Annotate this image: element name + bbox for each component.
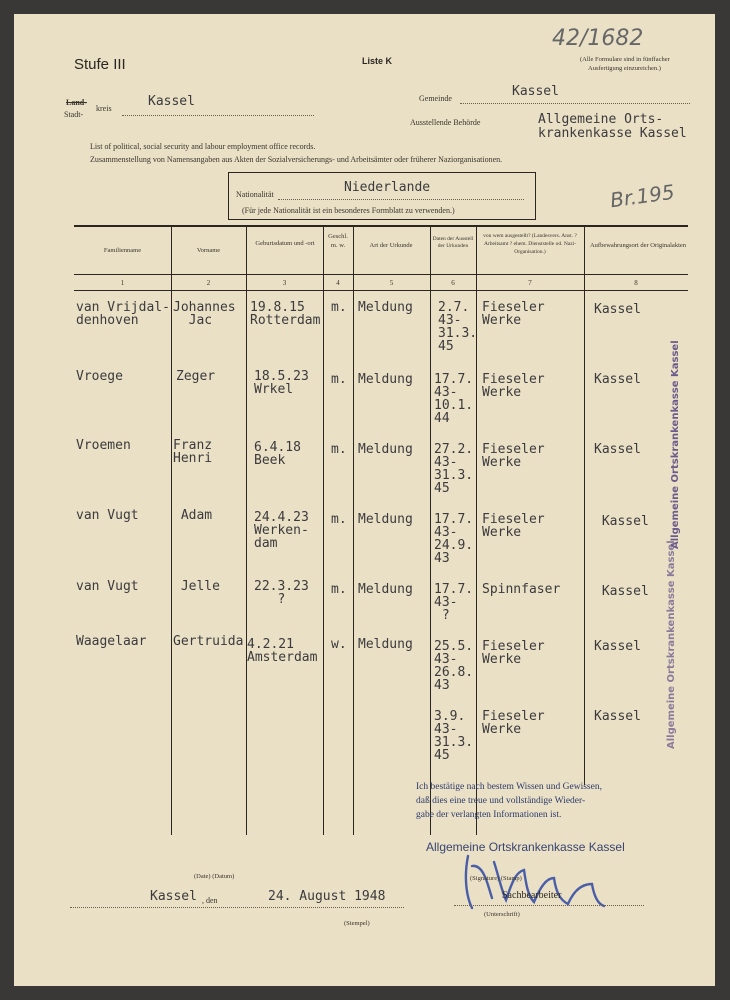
row-2-aussteller: Fieseler Werke [482, 372, 545, 400]
row-6-art: Meldung [358, 637, 413, 652]
row-5-ort: Kassel [594, 584, 649, 599]
col-number-3: 3 [282, 279, 287, 287]
kreis-line [122, 114, 314, 116]
row-4-ort: Kassel [594, 514, 649, 529]
row-1-geburt: 19.8.15 Rotterdam [250, 300, 321, 328]
col-header-aufbewahrung: Aufbewahrungsort der Originalakten [589, 242, 687, 249]
behoerde-value-2: krankenkasse Kassel [538, 126, 687, 141]
stufe-label: Stufe III [74, 56, 126, 73]
sachbearbeiter-label: Sachbearbeiter [502, 890, 562, 901]
col-number-6: 6 [451, 279, 455, 287]
row-3-daten: 27.2. 43- 31.3. 45 [434, 442, 474, 496]
col-header-familienname: Familienname [103, 247, 142, 254]
nationality-note: (Für jede Nationalität ist ein besonderes Formblatt zu verwenden.) [242, 206, 455, 215]
gemeinde-label: Gemeinde [419, 94, 452, 103]
col-number-4: 4 [336, 279, 340, 287]
row-6-geburt: 4.2.21 Amsterdam [247, 637, 318, 665]
row-3-geschl: m. [331, 442, 347, 457]
row-5-art: Meldung [358, 582, 413, 597]
col-header-art: Art der Urkunde [369, 242, 413, 249]
col-header-aussteller: von wem ausgestellt? (Landesvers. Anst. ? Arbeitsamt ? ehem. Dienststelle od. Nazi-Organisation.) [483, 233, 577, 255]
row-3-geburt: 6.4.18 Beek [254, 440, 301, 468]
gemeinde-value: Kassel [512, 84, 559, 99]
row-6-daten: 25.5. 43- 26.8. 43 [434, 639, 474, 693]
certification-line-3: gabe der verlangten Informationen ist. [416, 810, 562, 820]
row-3-art: Meldung [358, 442, 413, 457]
row-1-familienname: van Vrijdal- denhoven [76, 300, 170, 328]
top-right-note-1: (Alle Formulare sind in fünffacher [580, 56, 670, 63]
signature-scribble [454, 826, 614, 916]
row-4-art: Meldung [358, 512, 413, 527]
row-3-aussteller: Fieseler Werke [482, 442, 545, 470]
behoerde-label: Ausstellende Behörde [410, 118, 481, 127]
signature-line [454, 904, 644, 906]
archive-number: 42/1682 [552, 26, 644, 51]
row-6-familienname: Waagelaar [76, 634, 147, 649]
intro-de: Zusammenstellung von Namensangaben aus Akten der Sozialversicherungs- und Arbeitsämter oder früherer Naziorganisationen. [90, 155, 503, 164]
row-7-ort: Kassel [594, 709, 641, 724]
row-2-vorname: Zeger [176, 369, 216, 384]
row-6-vorname: Gertruida [173, 634, 244, 649]
row-4-familienname: van Vugt [76, 508, 139, 523]
row-1-geschl: m. [331, 300, 347, 315]
row-5-geschl: m. [331, 582, 347, 597]
land-label: Land- [66, 98, 87, 107]
kreis-label: kreis [96, 104, 112, 113]
side-stamp-1: Allgemeine Ortskrankenkasse Kassel [670, 340, 681, 549]
date-caption: (Date) (Datum) [194, 873, 235, 880]
nationality-value: Niederlande [344, 180, 431, 195]
place-value: Kassel [150, 889, 197, 904]
stadt-label: Stadt- [64, 110, 84, 119]
col-header-geburt: Geburtsdatum und -ort [255, 240, 315, 247]
row-2-daten: 17.7. 43- 10.1. 44 [434, 372, 474, 426]
row-1-vorname: Johannes Jac [173, 300, 236, 328]
row-4-vorname: Adam [173, 508, 213, 523]
col-number-1: 1 [120, 279, 125, 287]
signature-caption: (Signature) (Stamp) [470, 875, 522, 882]
table-number-bottom-line [74, 290, 688, 291]
row-3-ort: Kassel [594, 442, 641, 457]
intro-en: List of political, social security and labour employment office records. [90, 142, 316, 151]
unterschrift-caption: (Unterschrift) [484, 911, 520, 918]
row-6-geschl: w. [331, 637, 347, 652]
side-stamp-2: Allgemeine Ortskrankenkasse Kassel [666, 540, 677, 749]
form-page [14, 14, 715, 986]
table-header-bottom-line [74, 274, 688, 275]
date-line [70, 906, 404, 908]
nationality-label: Nationalität [236, 190, 274, 199]
office-stamp: Allgemeine Ortskrankenkasse Kassel [426, 840, 625, 854]
top-right-note-2: Ausfertigung einzureichen.) [588, 65, 661, 72]
row-3-vorname: Franz Henri [173, 438, 213, 466]
row-1-aussteller: Fieseler Werke [482, 300, 545, 328]
row-2-geburt: 18.5.23 Wrkel [254, 369, 309, 397]
behoerde-value-1: Allgemeine Orts- [538, 112, 664, 127]
row-5-familienname: van Vugt [76, 579, 139, 594]
row-2-art: Meldung [358, 372, 413, 387]
row-1-daten: 2.7. 43- 31.3. 45 [438, 300, 478, 354]
col-header-geschl: Geschl. m. w. [328, 233, 348, 249]
row-5-vorname: Jelle [173, 579, 220, 594]
row-5-geburt: 22.3.23 ? [254, 579, 309, 607]
row-4-aussteller: Fieseler Werke [482, 512, 545, 540]
col-number-5: 5 [389, 279, 394, 287]
row-2-familienname: Vroege [76, 369, 123, 384]
table-top-line [74, 225, 688, 227]
liste-label: Liste K [362, 56, 393, 66]
row-1-ort: Kassel [594, 302, 641, 317]
col-header-daten: Daten der Ausstell der Urkunden [432, 236, 474, 249]
row-7-aussteller: Fieseler Werke [482, 709, 545, 737]
stempel-caption: (Stempel) [344, 920, 370, 927]
kreis-value: Kassel [148, 94, 195, 109]
row-3-familienname: Vroemen [76, 438, 131, 453]
col-number-8: 8 [634, 279, 638, 287]
gemeinde-line [460, 102, 690, 104]
row-1-art: Meldung [358, 300, 413, 315]
pencil-note: Br.195 [608, 179, 676, 213]
row-2-geschl: m. [331, 372, 347, 387]
row-7-daten: 3.9. 43- 31.3. 45 [434, 709, 474, 763]
certification-line-1: Ich bestätige nach bestem Wissen und Gewissen, [416, 782, 602, 792]
row-2-ort: Kassel [594, 372, 641, 387]
row-5-daten: 17.7. 43- ? [434, 582, 474, 623]
row-4-geschl: m. [331, 512, 347, 527]
col-number-2: 2 [206, 279, 211, 287]
col-number-7: 7 [528, 279, 532, 287]
date-value: 24. August 1948 [268, 889, 386, 904]
row-4-daten: 17.7. 43- 24.9. 43 [434, 512, 474, 566]
row-5-aussteller: Spinnfaser [482, 582, 561, 597]
certification-line-2: daß dies eine treue und vollständige Wieder- [416, 796, 586, 806]
row-6-ort: Kassel [594, 639, 641, 654]
col-header-vorname: Vorname [196, 247, 221, 254]
row-4-geburt: 24.4.23 Werken- dam [254, 510, 309, 551]
nationality-line [278, 198, 524, 200]
row-6-aussteller: Fieseler Werke [482, 639, 545, 667]
den-label: , den [202, 896, 218, 905]
